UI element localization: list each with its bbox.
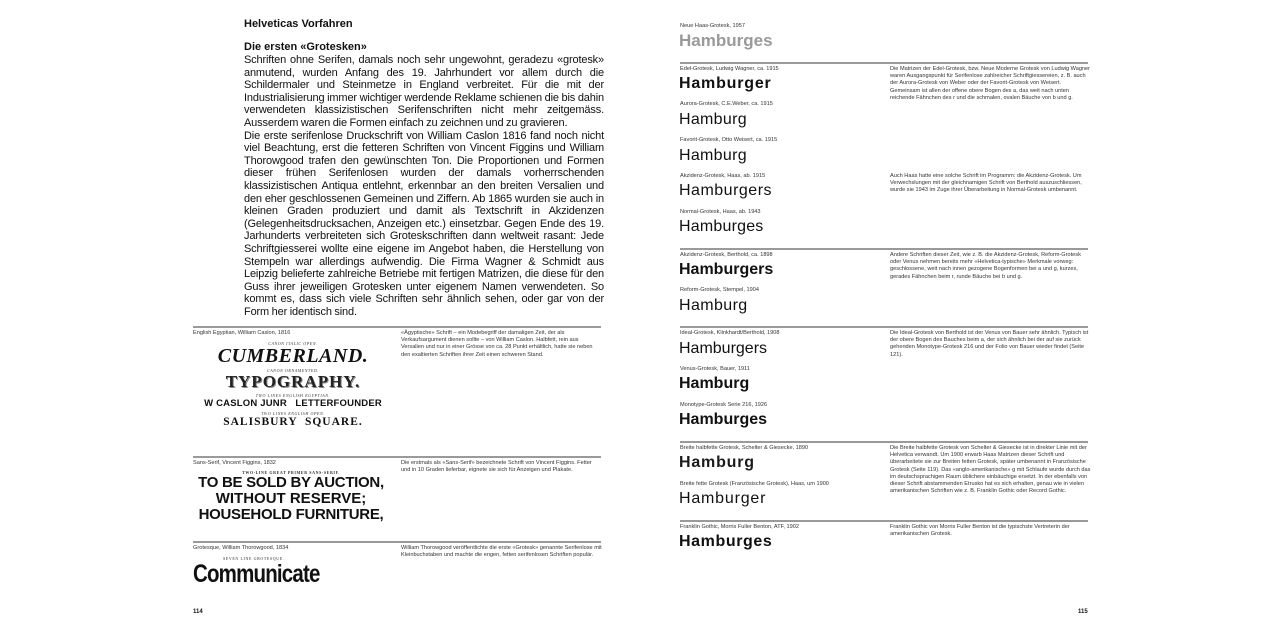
specimen-word: Hamburgers <box>679 261 774 278</box>
specimen-line: SALISBURY SQUARE. <box>223 416 363 428</box>
specimen-hamburges-gray: Hamburges <box>679 31 773 50</box>
specimen-word: Hamburg <box>679 375 750 392</box>
divider-rule <box>193 326 601 328</box>
specimen-word: Hamburges <box>679 218 764 235</box>
specimen-caption: Akzidenz-Grotesk, Haas, ab. 1915 <box>680 173 766 179</box>
specimen-word: Hamburg <box>679 297 748 314</box>
specimen-word: Hamburgers <box>679 340 768 357</box>
specimen-line: CUMBERLAND. <box>217 345 369 367</box>
specimen-note: William Thorowgood veröffentlichte die erste «Grotesk» genannte Serifenlose mit Kleinbuchstaben und machte die engen, fetten serifenlosen Schriften populär. <box>401 545 602 559</box>
specimen-caption: English Egyptian, William Caslon, 1816 <box>193 330 291 336</box>
specimen-caption: Sans-Serif, Vincent Figgins, 1832 <box>193 460 276 466</box>
subheading: Die ersten «Grotesken» <box>244 41 367 53</box>
section-title: Helveticas Vorfahren <box>244 18 353 30</box>
specimen-label: CANON ORNAMENTED. <box>267 368 319 373</box>
specimen-caption: Monotype-Grotesk Serie 216, 1926 <box>680 402 768 408</box>
specimen-line: TO BE SOLD BY AUCTION, <box>198 474 384 491</box>
specimen-label: TWO LINES ENGLISH EGYPTIAN. <box>255 393 331 398</box>
specimen-caption: Neue Haas-Grotesk, 1957 <box>680 23 745 29</box>
specimen-caption: Reform-Grotesk, Stempel, 1904 <box>680 287 759 293</box>
specimen-word: Hamburg <box>679 111 747 128</box>
specimen-caption: Breite halbfette Grotesk, Schelter & Giesecke, 1890 <box>680 445 809 451</box>
paragraph: Die erste serifenlose Druckschrift von William Caslon 1816 fand noch nicht viel Beachtung, erst die fetteren Schriften von Vincent Figgins und William Thorowgood trafen den gewünschten Ton. Die Proportionen und Formen dieser frühen Serifenlosen wurden der damals vorherrschenden klassizistischen Antiqua entlehnt, erkennbar an den breiten Versalien und den eher geschlossenen Gemeinen und Ziffern. Ab 1865 wurden sie auch in kleinen Graden produziert und damit als Textschrift in Akzidenzen (Gelegenheitsdrucksachen, Anzeigen etc.) einsetzbar. Gegen Ende des 19. Jarhunderts verbreiteten sich Groteskschriften dann weltweit rasant: Jede Schriftgiesserei wollte eine eigene im Angebot haben, die Herstellung von Stempeln war allerdings aufwendig. Die Firma Wagner & Schmidt aus Leipzig belieferte zahlreiche Betriebe mit fertigen Matrizen, die diese für den Guss ihrer jeweiligen Grotesken unter eigenem Namen verwendeten. So kommt es, dass sich viele Schriften sehr ähnlich sehen, oder gar von der Form her identisch sind. <box>244 129 604 318</box>
specimen-image-thorowgood <box>193 556 373 588</box>
specimen-caption: Edel-Grotesk, Ludwig Wagner, ca. 1915 <box>680 66 779 72</box>
specimen-word: Hamburges <box>679 533 773 550</box>
specimen-note: Die Breite halbfette Grotesk von Schelter & Giesecke ist in direkter Linie mit der Helvetica verwandt. Um 1900 erwarb Haas Matrizen dieser Schrift und überarbeitete sie zur Breiten fetten Grotesk, später umbenannt in Französische Grotesk (Seite 119). Das «anglo-amerikanische» g mit Schlaufe wurde durch das im deutschsprachigen Raum üblichere einbäuchige ersetzt. In der ebenfalls von dieser Schrift abstammenden Etrusko hat es sich erhalten, genau wie in vielen amerikanischen Schriften wie z. B. Franklin Gothic oder Record Gothic. <box>890 445 1091 495</box>
specimen-line: HOUSEHOLD FURNITURE, <box>198 506 384 523</box>
specimen-caption: Akzidenz-Grotesk, Berthold, ca. 1898 <box>680 252 773 258</box>
specimen-caption: Normal-Grotesk, Haas, ab. 1943 <box>680 209 761 215</box>
specimen-label: SEVEN LINE GROTESQUE. <box>223 556 285 561</box>
specimen-caption: Venus-Grotesk, Bauer, 1911 <box>680 366 750 372</box>
specimen-label: TWO LINES ENGLISH OPEN. <box>261 411 325 416</box>
specimen-word: Hamburger <box>679 75 772 92</box>
specimen-note: Die erstmals als «Sans-Serif» bezeichnete Schrift von Vincent Figgins. Fetter und in 10 Graden lieferbar, eignete sie sich für Anzeigen und Plakate. <box>401 460 592 474</box>
specimen-caption: Grotesque, William Thorowgood, 1834 <box>193 545 289 551</box>
specimen-note: Die Matrizen der Edel-Grotesk, bzw. Neue Moderne Grotesk von Ludwig Wagner waren Ausgangspunkt für Serifenlose zahlreicher Schriftgiessereien, z. B. auch der Aurora-Grotesk von Weber oder der Favorit-Grotesk von Weisert. Gemeinsam ist allen der offene obere Bogen des a, das weit nach unten reichende Fähnchen des r und die schmalen, ovalen Bäuche von b und g. <box>890 66 1091 101</box>
specimen-line: Communicate <box>193 560 320 588</box>
specimen-caption: Favorit-Grotesk, Otto Weisert, ca. 1915 <box>680 137 778 143</box>
specimen-image-caslon <box>193 341 393 429</box>
specimen-word: Hamburg <box>679 147 747 164</box>
specimen-note: «Ägyptische» Schrift – ein Modebegriff der damaligen Zeit, der als Verkaufsargument dienen sollte – von William Caslon. Halbfett, rein aus Versalien und nur in einer Grösse von ca. 28 Punkt erhältlich, hatte sie neben den exaltierten Schriften ihrer Zeit einen schweren Stand. <box>401 330 593 358</box>
paragraph: Schriften ohne Serifen, damals noch sehr ungewohnt, geradezu «grotesk» anmutend, wurden Anfang des 19. Jahrhundert vor allem durch die Schildermaler und Steinmetze in England verbreitet. Für die mit der Industrialisierung immer wichtiger werdende Reklame schienen die bis dahin verwendeten klassizistischen Serifenschriften nicht mehr zeitgemäss. Ausserdem waren die Formen einfach zu zeichnen und zu gravieren. <box>244 54 604 129</box>
specimen-note: Die Ideal-Grotesk von Berthold ist der Venus von Bauer sehr ähnlich. Typisch ist der obere Bogen des Bauches beim a, der sich ähnlich bei der auf sie zurück gehenden Monotype-Grotesk 216 und der Folio von Bauer wieder findet (Seite 121). <box>890 330 1089 358</box>
specimen-label: TWO-LINE GREAT PRIMER SANS-SERIF. <box>242 470 340 475</box>
page-number: 115 <box>1078 609 1088 615</box>
specimen-note: Andere Schriften dieser Zeit, wie z. B. die Akzidenz-Grotesk, Reform-Grotesk oder Venus nehmen bereits mehr «Helvetica-typische» Merkmale vorweg: geschlossene, weit nach innen gezogene Bogenformen bei a und g, kurzes, gerades Fähnchen beim r, runde Bäuche bei b und g. <box>890 252 1081 280</box>
specimen-word: Hamburger <box>679 490 767 507</box>
body-text <box>244 54 604 318</box>
specimen-note: Franklin Gothic von Morris Fuller Benton ist die typischste Vertreterin der amerikanischen Grotesk. <box>890 524 1070 538</box>
specimen-caption: Ideal-Grotesk, Klinkhardt/Berthold, 1908 <box>680 330 780 336</box>
specimen-caption: Breite fette Grotesk (Französische Grotesk), Haas, um 1900 <box>680 481 829 487</box>
divider-rule <box>680 326 1088 328</box>
specimen-note: Auch Haas hatte eine solche Schrift im Programm: die Akzidenz-Grotesk. Um Verwechslungen mit der gleichnamigen Schrift von Berthold auszuschliessen, wurde sie 1943 im Zuge ihrer Überarbeitung in Normal-Grotesk umbenannt. <box>890 173 1082 194</box>
divider-rule <box>680 520 1088 522</box>
divider-rule <box>680 441 1088 443</box>
specimen-caption: Franklin Gothic, Morris Fuller Benton, ATF, 1902 <box>680 524 799 530</box>
divider-rule <box>680 62 1088 64</box>
divider-rule <box>680 248 1088 250</box>
specimen-line: WITHOUT RESERVE; <box>215 490 367 507</box>
divider-rule <box>193 541 601 543</box>
specimen-image-figgins <box>190 470 392 523</box>
page-number: 114 <box>193 609 203 615</box>
specimen-line: W CASLON JUNR LETTERFOUNDER <box>204 398 382 409</box>
divider-rule <box>193 456 601 458</box>
specimen-label: CANON ITALIC OPEN. <box>268 341 318 346</box>
specimen-word: Hamburges <box>679 411 768 428</box>
specimen-caption: Aurora-Grotesk, C.E.Weber, ca. 1915 <box>680 101 773 107</box>
specimen-line: TYPOGRAPHY. <box>225 372 361 391</box>
specimen-word: Hamburg <box>679 454 755 471</box>
specimen-word: Hamburgers <box>679 182 773 199</box>
